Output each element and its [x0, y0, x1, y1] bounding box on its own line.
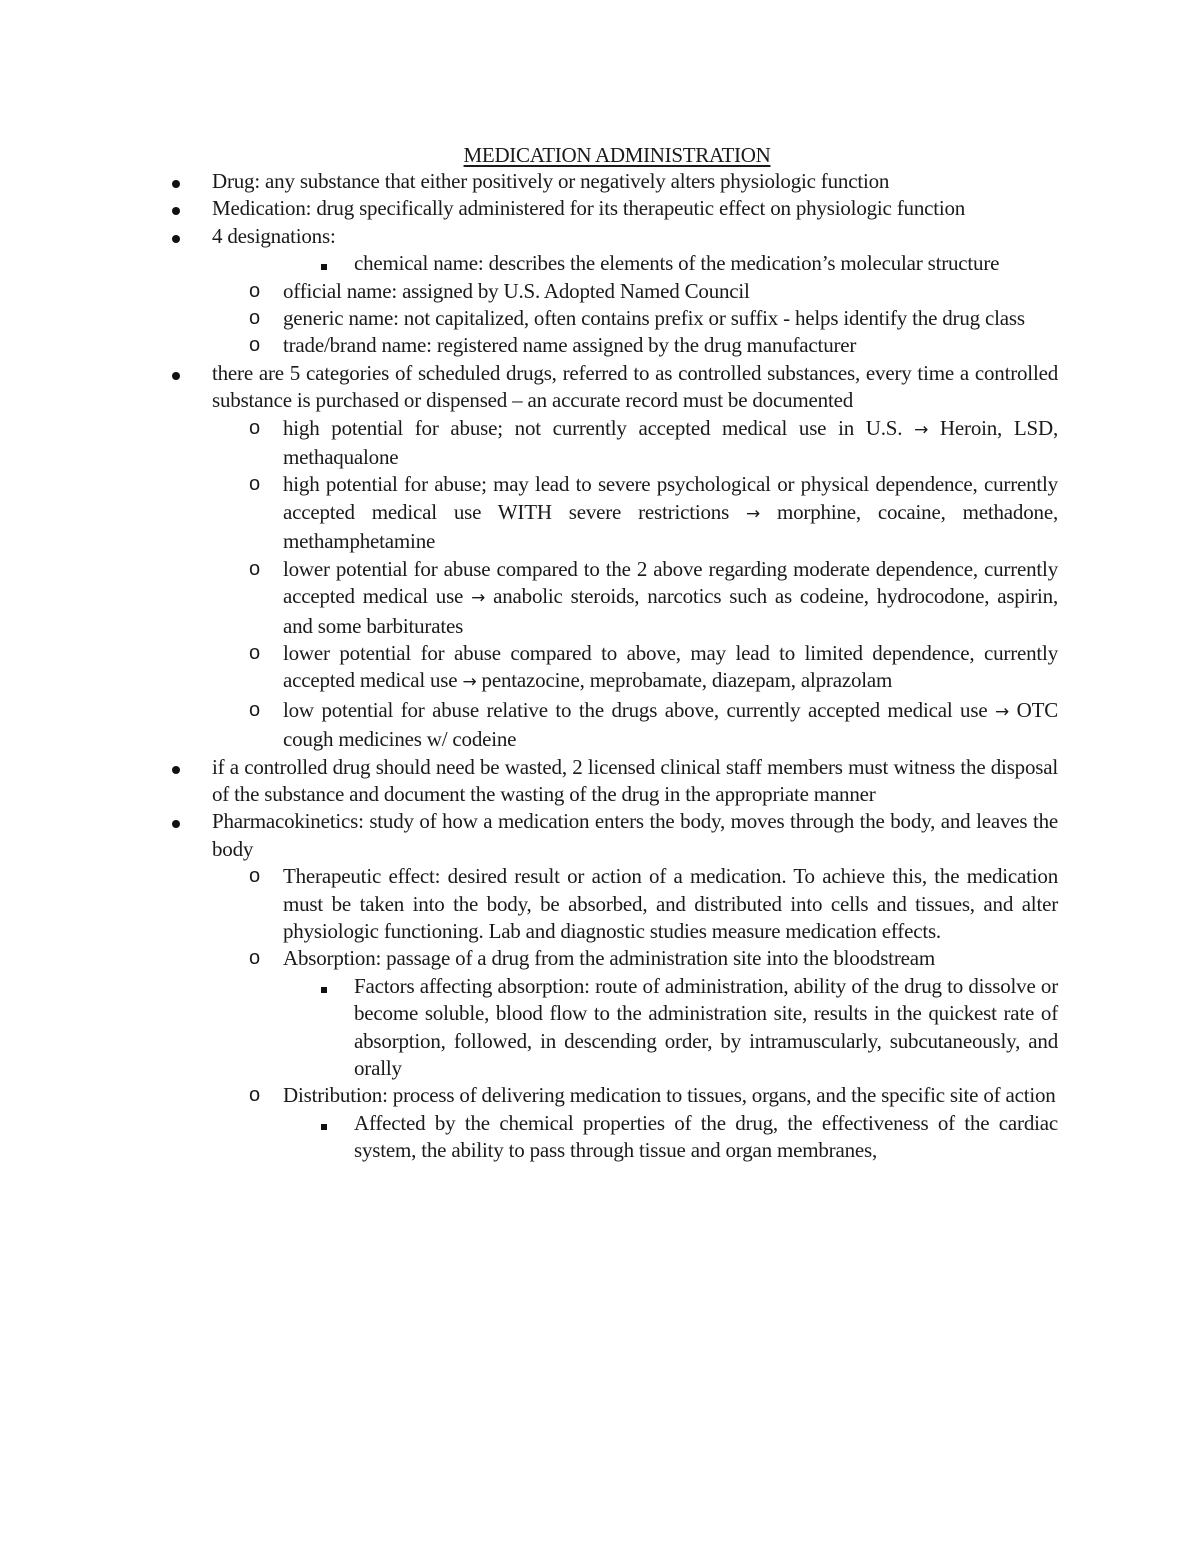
bullet-dot-icon	[172, 168, 180, 195]
bullet-circle-icon: o	[249, 334, 260, 357]
arrow-right-icon: →	[746, 503, 761, 524]
bullet-item	[212, 168, 1058, 195]
bullet-text: lower potential for abuse compared to above, may lead to limited dependence, currently accepted medical use → pentazocine, meprobamate, diazepam, alprazolam	[283, 640, 1058, 693]
sub-sub-bullet-item	[354, 973, 1058, 1083]
bullet-square-icon	[321, 250, 327, 277]
bullet-text: generic name: not capitalized, often contains prefix or suffix - helps identify the drug class	[283, 306, 1025, 331]
sub-bullet-item	[249, 863, 1058, 945]
bullet-item	[212, 223, 1058, 250]
bullet-circle-icon: o	[249, 865, 260, 888]
sub-bullet-item	[249, 305, 1058, 332]
sub-bullet-item	[249, 556, 1059, 640]
bullet-circle-icon: o	[249, 641, 260, 664]
bullet-circle-icon: o	[249, 557, 260, 580]
bullet-text: there are 5 categories of scheduled drugs, referred to as controlled substances, every time a controlled substance is purchased or dispensed – an accurate record must be documented	[212, 360, 1058, 413]
page-title: MEDICATION ADMINISTRATION	[463, 143, 771, 167]
bullet-item	[212, 808, 1058, 863]
bullet-list	[0, 168, 1200, 1165]
bullet-dot-icon	[172, 195, 180, 222]
bullet-text: Affected by the chemical properties of the drug, the effectiveness of the cardiac system, the ability to pass through tissue and organ membranes,	[354, 1110, 1058, 1163]
bullet-dot-icon	[172, 360, 180, 387]
bullet-text: lower potential for abuse compared to the 2 above regarding moderate dependence, currently accepted medical use → anabolic steroids, narcotics such as codeine, hydrocodone, aspirin, and some barbiturates	[283, 556, 1059, 638]
bullet-text: low potential for abuse relative to the drugs above, currently accepted medical use → OTC cough medicines w/ codeine	[283, 697, 1059, 752]
bullet-text: high potential for abuse; not currently accepted medical use in U.S. → Heroin, LSD, methaqualone	[283, 415, 1058, 470]
sub-bullet-item	[249, 471, 1058, 555]
bullet-square-icon	[321, 973, 327, 1000]
bullet-dot-icon	[172, 223, 180, 250]
sub-sub-bullet-item	[354, 250, 1058, 277]
bullet-text: trade/brand name: registered name assigned by the drug manufacturer	[283, 333, 857, 358]
sub-bullet-item	[249, 697, 1059, 754]
bullet-text: Absorption: passage of a drug from the administration site into the bloodstream	[283, 946, 935, 971]
bullet-text: Distribution: process of delivering medication to tissues, organs, and the specific site of action	[283, 1083, 1056, 1108]
sub-bullet-item	[249, 415, 1058, 472]
bullet-text: Factors affecting absorption: route of administration, ability of the drug to dissolve or become soluble, blood flow to the administration site, results in the quickest rate of absorption, followed, in descending order, by intramuscularly, subcutaneously, and orally	[354, 973, 1058, 1080]
bullet-text: official name: assigned by U.S. Adopted Named Council	[283, 278, 750, 303]
bullet-item	[212, 195, 1058, 222]
arrow-right-icon: →	[471, 588, 486, 609]
bullet-text: Medication: drug specifically administered for its therapeutic effect on physiologic function	[212, 196, 966, 221]
bullet-dot-icon	[172, 808, 180, 835]
arrow-right-icon: →	[914, 419, 929, 440]
bullet-circle-icon: o	[249, 279, 260, 302]
bullet-text: Drug: any substance that either positively or negatively alters physiologic function	[212, 169, 890, 193]
bullet-item	[212, 360, 1058, 415]
bullet-circle-icon: o	[249, 416, 260, 439]
bullet-dot-icon	[172, 754, 180, 781]
bullet-circle-icon: o	[249, 307, 260, 330]
bullet-text: chemical name: describes the elements of the medication’s molecular structure	[354, 251, 1000, 276]
bullet-square-icon	[321, 1110, 327, 1137]
sub-bullet-item	[249, 332, 1058, 359]
arrow-right-icon: →	[995, 701, 1010, 722]
sub-bullet-item	[249, 945, 1058, 972]
sub-bullet-item	[249, 640, 1058, 697]
sub-sub-bullet-item	[354, 1110, 1058, 1165]
sub-bullet-item	[249, 278, 1058, 305]
bullet-item	[212, 754, 1058, 809]
bullet-text: high potential for abuse; may lead to severe psychological or physical dependence, currently accepted medical use WITH severe restrictions → morphine, cocaine, methadone, methamphetamine	[283, 472, 1058, 554]
bullet-circle-icon: o	[249, 1084, 260, 1107]
bullet-circle-icon: o	[249, 947, 260, 970]
bullet-circle-icon: o	[249, 698, 260, 721]
bullet-text: Therapeutic effect: desired result or action of a medication. To achieve this, the medication must be taken into the body, be absorbed, and distributed into cells and tissues, and alter physiologic functioning. Lab and diagnostic studies measure medication effects.	[283, 864, 1058, 943]
bullet-circle-icon: o	[249, 473, 260, 496]
bullet-text: Pharmacokinetics: study of how a medication enters the body, moves through the body, and leaves the body	[212, 809, 1058, 861]
bullet-text: 4 designations:	[212, 223, 336, 248]
arrow-right-icon: →	[462, 672, 477, 693]
sub-bullet-item	[249, 1082, 1058, 1109]
bullet-text: if a controlled drug should need be wasted, 2 licensed clinical staff members must witness the disposal of the substance and document the wasting of the drug in the appropriate manner	[212, 754, 1058, 806]
